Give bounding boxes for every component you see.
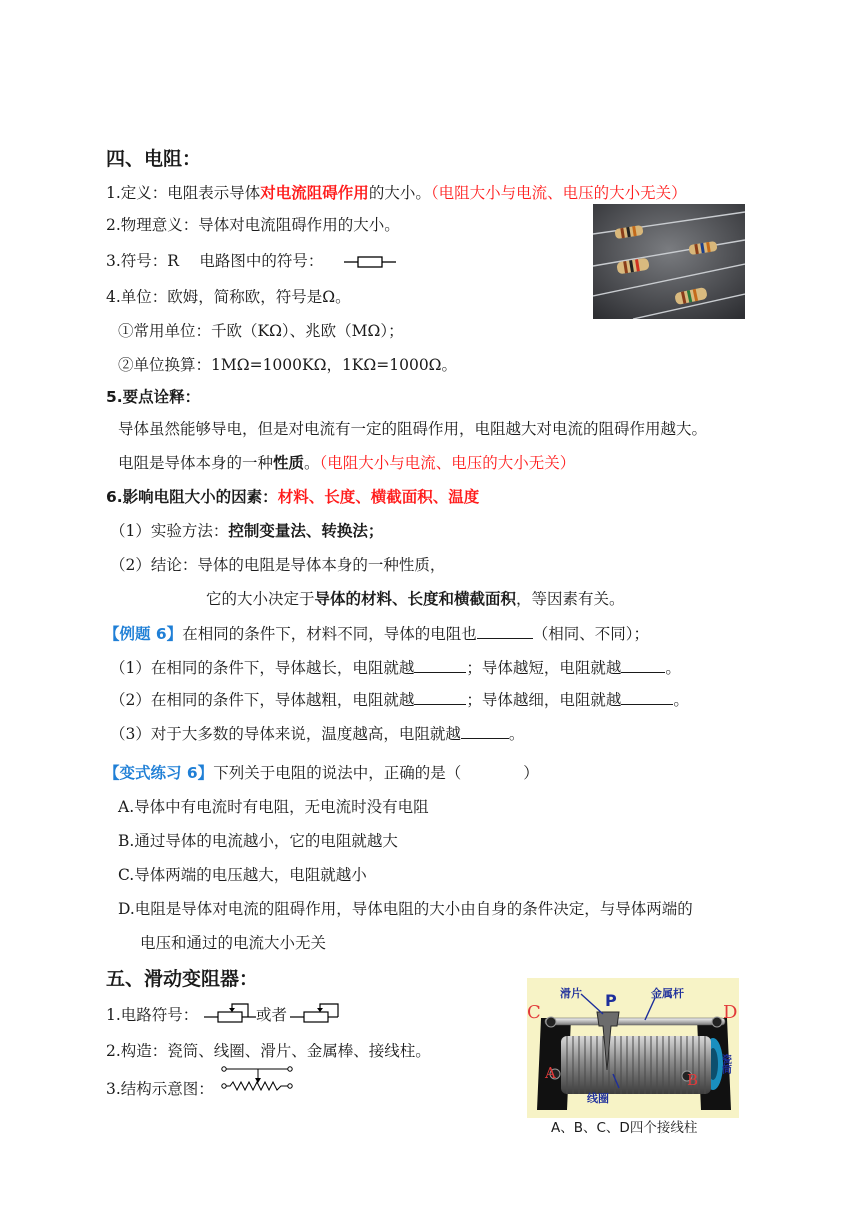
- example-q1-text-b: ；导体越短，电阻就越: [466, 659, 622, 677]
- example-q1-text-a: （1）在相同的条件下，导体越长，电阻就越: [110, 659, 415, 677]
- example-tag: 【例题 6】: [104, 625, 183, 643]
- structure-diagram-label: 3.结构示意图：: [106, 1080, 214, 1098]
- definition-note: （电阻大小与电流、电压的大小无关）: [430, 184, 687, 202]
- symbol-line: 3.符号：R 电路图中的符号：: [106, 252, 324, 270]
- method-line: [110, 520, 383, 542]
- terminal-b-label: B: [687, 1071, 699, 1089]
- answer-blank[interactable]: [621, 688, 673, 705]
- rheostat-symbol-2-icon: [290, 1000, 342, 1024]
- factors-prefix: 6.影响电阻大小的因素：: [106, 488, 278, 506]
- conclusion-suffix: ，等因素有关。: [516, 590, 625, 608]
- slider-label: 滑片: [560, 987, 582, 1000]
- example-question-3: [110, 722, 524, 745]
- rheostat-symbol-1-icon: [204, 1000, 256, 1024]
- answer-blank[interactable]: [461, 722, 509, 739]
- physical-meaning-line: 2.物理意义：导体对电流阻碍作用的大小。: [106, 216, 400, 234]
- rheostat-structure-icon: [218, 1064, 296, 1096]
- rheostat-symbol-label: 1.电路符号：: [106, 1006, 199, 1024]
- key-points-title: 5.要点诠释：: [106, 388, 201, 406]
- example-question-0: [104, 622, 649, 645]
- exercise-option-d-continued: 电压和通过的电流大小无关: [140, 934, 327, 952]
- example-q1-text-c: 。: [665, 659, 681, 677]
- terminal-a-label: A: [545, 1064, 556, 1082]
- definition-suffix: 的大小。: [368, 184, 431, 202]
- metal-rod-label: 金属杆: [651, 987, 684, 1000]
- example-q0-options: （相同、不同）；: [532, 625, 649, 643]
- key-line2-emphasis: 性质: [273, 454, 305, 472]
- resistor-symbol-icon: [344, 254, 396, 270]
- factors-list: 材料、长度、横截面积、温度: [277, 488, 480, 506]
- terminal-c-label: C: [527, 1002, 541, 1023]
- method-emphasis: 控制变量法、转换法；: [228, 522, 384, 540]
- resistor-photo-image: [593, 204, 745, 319]
- key-line2-suffix: 。: [304, 454, 320, 472]
- exercise-stem-text: 下列关于电阻的说法中，正确的是（ ）: [213, 764, 539, 782]
- conclusion-emphasis: 导体的材料、长度和横截面积: [314, 590, 517, 608]
- rheostat-construction-line: 2.构造：瓷筒、线圈、滑片、金属棒、接线柱。: [106, 1042, 431, 1060]
- common-unit-line: ①常用单位：千欧（KΩ）、兆欧（MΩ）；: [118, 322, 404, 340]
- definition-line: [106, 182, 687, 204]
- key-line2-note: （电阻大小与电流、电压的大小无关）: [319, 454, 576, 472]
- section-5-title: 五、滑动变阻器：: [106, 968, 259, 990]
- exercise-option-b[interactable]: B.通过导体的电流越小，它的电阻就越大: [118, 832, 398, 850]
- example-q2-text-a: （2）在相同的条件下，导体越粗，电阻就越: [110, 691, 415, 709]
- example-q2-text-c: 。: [673, 691, 689, 709]
- method-prefix: （1）实验方法：: [110, 522, 229, 540]
- exercise-option-a[interactable]: A.导体中有电流时有电阻，无电流时没有电阻: [118, 798, 429, 816]
- example-q0-text: 在相同的条件下，材料不同，导体的电阻也: [182, 625, 477, 643]
- conclusion-line-2: [206, 588, 625, 610]
- slider-p-label: P: [605, 991, 617, 1010]
- example-question-1: [110, 656, 681, 679]
- definition-emphasis: 对电流阻碍作用: [260, 184, 369, 202]
- answer-blank[interactable]: [414, 656, 466, 673]
- key-points-line-1: 导体虽然能够导电，但是对电流有一定的阻碍作用，电阻越大对电流的阻碍作用越大。: [118, 420, 708, 438]
- answer-blank[interactable]: [414, 688, 466, 705]
- example-q2-text-b: ；导体越细，电阻就越: [466, 691, 622, 709]
- exercise-stem: [104, 762, 539, 784]
- conclusion-prefix: 它的大小决定于: [206, 590, 315, 608]
- rheostat-caption: A、B、C、D四个接线柱: [551, 1120, 698, 1136]
- exercise-option-c[interactable]: C.导体两端的电压越大，电阻就越小: [118, 866, 367, 884]
- exercise-tag: 【变式练习 6】: [104, 764, 214, 782]
- example-q3-text-a: （3）对于大多数的导体来说，温度越高，电阻就越: [110, 725, 461, 743]
- example-q3-text-b: 。: [508, 725, 525, 743]
- answer-blank[interactable]: [477, 622, 533, 639]
- coil-label: 线圈: [587, 1092, 609, 1105]
- conclusion-line-1: （2）结论：导体的电阻是导体本身的一种性质，: [110, 556, 446, 574]
- terminal-d-label: D: [723, 1002, 738, 1023]
- example-question-2: [110, 688, 689, 711]
- key-line2-prefix: 电阻是导体本身的一种: [118, 454, 274, 472]
- tube-label: 瓷筒: [719, 1054, 731, 1074]
- factors-line: [106, 486, 479, 508]
- unit-line: 4.单位：欧姆，简称欧，符号是Ω。: [106, 288, 351, 306]
- exercise-option-d[interactable]: D.电阻是导体对电流的阻碍作用，导体电阻的大小由自身的条件决定，与导体两端的: [118, 900, 693, 918]
- answer-blank[interactable]: [621, 656, 665, 673]
- section-4-title: 四、电阻：: [106, 148, 202, 170]
- rheostat-symbol-or: 或者: [256, 1006, 288, 1024]
- definition-prefix: 1.定义：电阻表示导体: [106, 184, 261, 202]
- key-points-line-2: [118, 452, 575, 474]
- unit-conversion-line: ②单位换算：1MΩ=1000KΩ，1KΩ=1000Ω。: [118, 356, 458, 374]
- rheostat-diagram-image: [527, 978, 739, 1118]
